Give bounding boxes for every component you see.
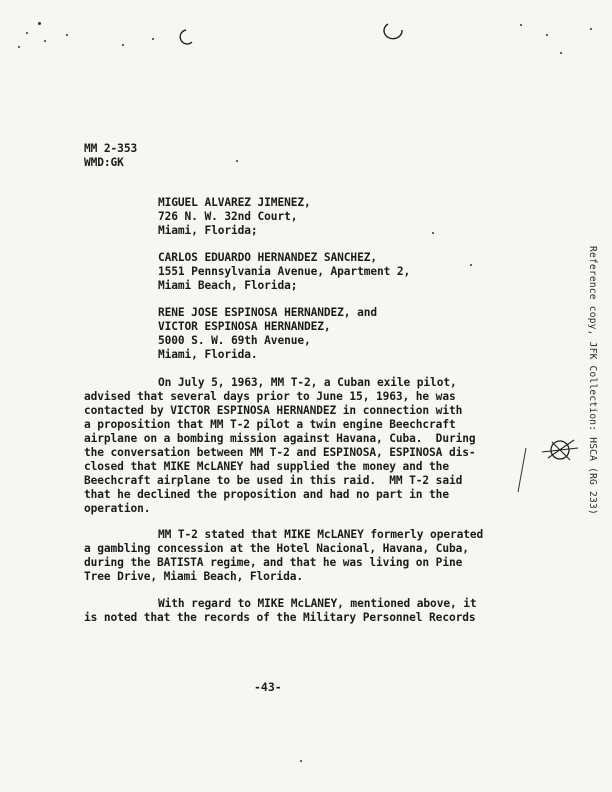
file-number: MM 2-353 (84, 142, 138, 155)
address-line: CARLOS EDUARDO HERNANDEZ SANCHEZ, (158, 251, 377, 264)
address-line: Miami, Florida. (158, 348, 258, 361)
address-line: Miami, Florida; (158, 224, 258, 237)
punch-hole-marks (0, 0, 612, 80)
paragraph-line: a gambling concession at the Hotel Nacional, Havana, Cuba, (84, 542, 469, 555)
address-line: Miami Beach, Florida; (158, 279, 298, 292)
paragraph-line: is noted that the records of the Military Personnel Records (84, 611, 476, 624)
page-number: -43- (254, 680, 282, 694)
paragraph-line: MM T-2 stated that MIKE McLANEY formerly operated (158, 528, 484, 541)
margin-bracket-mark (514, 446, 530, 496)
paragraph-line: operation. (84, 502, 151, 515)
paragraph-line: Beechcraft airplane to be used in this raid. MM T-2 said (84, 474, 463, 487)
paragraph-line: that he declined the proposition and had no part in the (84, 488, 449, 501)
paragraph-line: the conversation between MM T-2 and ESPINOSA, ESPINOSA dis- (84, 446, 476, 459)
paragraph-line: airplane on a bombing mission against Havana, Cuba. During (84, 432, 476, 445)
address-line: VICTOR ESPINOSA HERNANDEZ, (158, 320, 331, 333)
paragraph-line: during the BATISTA regime, and that he was living on Pine (84, 556, 463, 569)
address-line: 1551 Pennsylvania Avenue, Apartment 2, (158, 265, 411, 278)
paragraph-line: closed that MIKE McLANEY had supplied the money and the (84, 460, 449, 473)
paragraph-line: Tree Drive, Miami Beach, Florida. (84, 570, 303, 583)
paragraph-line: contacted by VICTOR ESPINOSA HERNANDEZ in connection with (84, 404, 463, 417)
address-line: MIGUEL ALVAREZ JIMENEZ, (158, 196, 311, 209)
address-line: 5000 S. W. 69th Avenue, (158, 334, 311, 347)
paragraph-line: With regard to MIKE McLANEY, mentioned above, it (158, 597, 477, 610)
paragraph-line: advised that several days prior to June 15, 1963, he was (84, 390, 456, 403)
address-line: RENE JOSE ESPINOSA HERNANDEZ, and (158, 306, 377, 319)
archive-reference-stamp: Reference copy, JFK Collection: HSCA (RG 233) (587, 246, 598, 515)
paragraph-line: a proposition that MM T-2 pilot a twin engine Beechcraft (84, 418, 456, 431)
initials: WMD:GK (84, 156, 124, 169)
margin-scribble-mark (540, 428, 580, 472)
paragraph-line: On July 5, 1963, MM T-2, a Cuban exile pilot, (158, 376, 457, 389)
address-line: 726 N. W. 32nd Court, (158, 210, 298, 223)
